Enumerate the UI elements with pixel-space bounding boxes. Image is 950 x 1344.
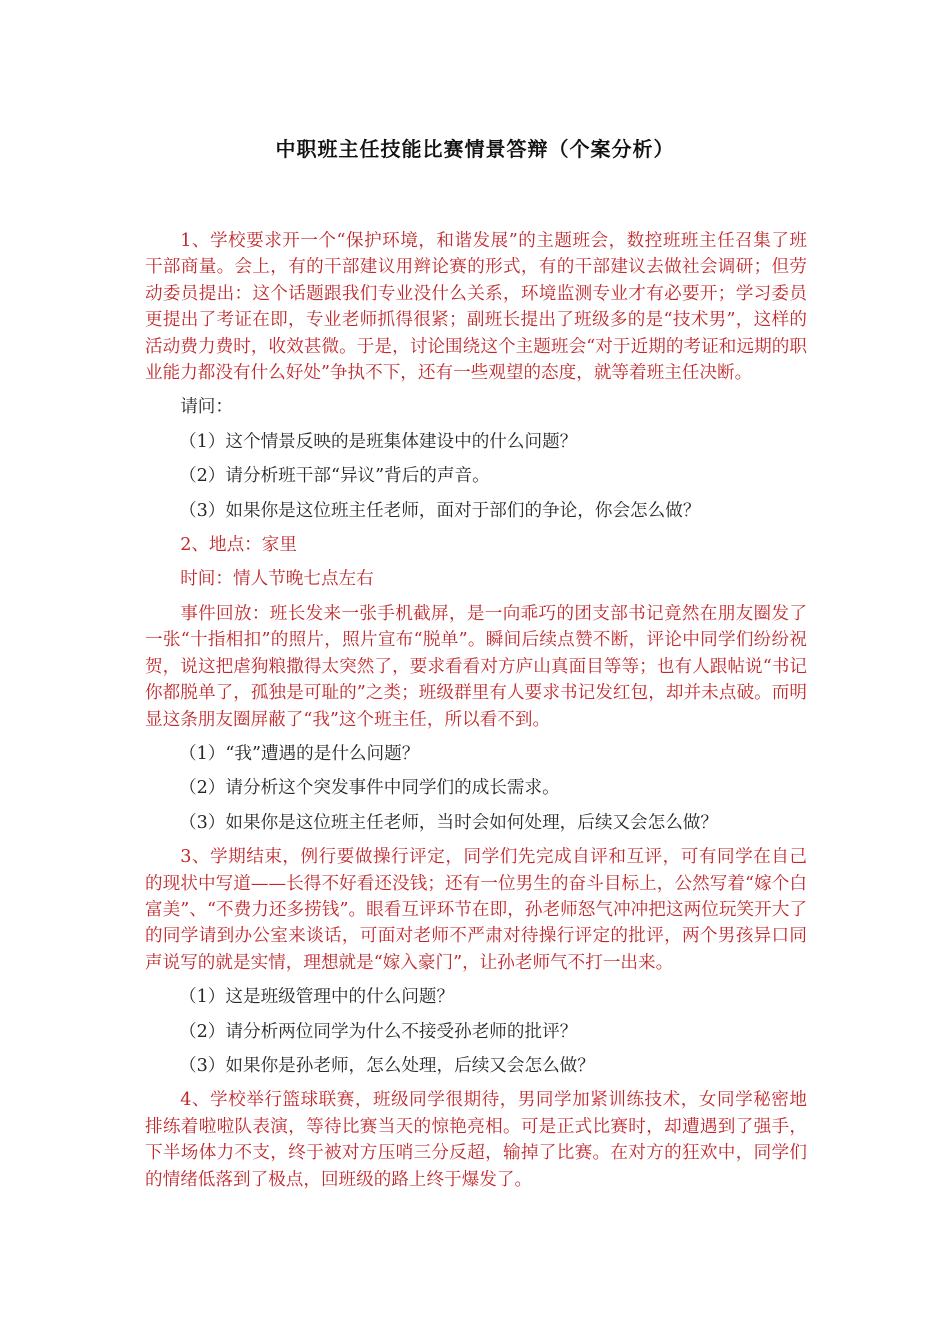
case-3-question-3: （3）如果你是孙老师，怎么处理，后续又会怎么做？ — [179, 1055, 595, 1076]
document-body — [145, 228, 807, 1201]
case-1-question-2: （2）请分析班干部“异议”背后的声音。 — [179, 466, 490, 487]
case-3-question-2: （2）请分析两位同学为什么不接受孙老师的批评？ — [179, 1021, 578, 1042]
case-1-question-3: （3）如果你是这位班主任老师，面对于部们的争论，你会怎么做？ — [179, 500, 701, 521]
case-1-ask: 请问： — [180, 397, 233, 418]
case-2-text: 事件回放：班长发来一张手机截屏，是一向乖巧的团支部书记竟然在朋友圈发了一张“十指相扣”的照片，照片宣布“脱单”。瞬间后续点赞不断，评论中同学们纷纷祝贺，说这把虐狗粮撒得太突然了，要求看看对方庐山真面目等等；也有人跟帖说“书记你都脱单了，孤独是可耻的”之类；班级群里有人要求书记发红包，却并未点破。而明显这条朋友圈屏蔽了“我”这个班主任，所以看不到。 — [145, 603, 807, 730]
case-1-question-1: （1）这个情景反映的是班集体建设中的什么问题？ — [179, 431, 578, 452]
case-3-question-1: （1）这是班级管理中的什么问题？ — [179, 987, 455, 1008]
case-1-text: 1、学校要求开一个“保护环境，和谐发展”的主题班会，数控班班主任召集了班干部商量。会上，有的干部建议用辫论赛的形式，有的干部建议去做社会调研；但劳动委员提出：这个话题跟我们专业没什么关系，环境监测专业才有必要开；学习委员更提出了考证在即，专业老师抓得很紧；副班长提出了班级多的是“技术男”，这样的活动费力费时，收效甚微。于是，讨论围绕这个主题班会“对于近期的考证和远期的职业能力都没有什么好处”争执不下，还有一些观望的态度，就等着班主任决断。 — [145, 231, 807, 384]
case-2-question-1: （1）“我”遭遇的是什么问题？ — [179, 743, 420, 764]
case-2-time: 时间：情人节晚七点左右 — [180, 569, 374, 590]
case-2-question-3: （3）如果你是这位班主任老师，当时会如何处理，后续又会怎么做？ — [179, 812, 719, 833]
case-2-question-2: （2）请分析这个突发事件中同学们的成长需求。 — [179, 778, 560, 799]
page-title: 中职班主任技能比赛情景答辩（个案分析） — [275, 137, 675, 161]
case-2-place: 2、地点：家里 — [180, 535, 297, 556]
case-4-text: 4、学校举行篮球联赛，班级同学很期待，男同学加紧训练技术，女同学秘密地排练着啦啦队表演，等待比赛当天的惊艳亮相。可是正式比赛时，却遭遇到了强手，下半场体力不支，终于被对方压哨三分反超，输掉了比赛。在对方的狂欢中，同学们的情绪低落到了极点，回班级的路上终于爆发了。 — [145, 1090, 807, 1190]
case-3-text: 3、学期结束，例行要做操行评定，同学们先完成自评和互评，可有同学在自己的现状中写道——长得不好看还没钱；还有一位男生的奋斗目标上，公然写着“嫁个白富美”、“不费力还多捞钱”。眼看互评环节在即，孙老师怒气冲冲把这两位玩笑开大了的同学请到办公室来谈话，可面对老师不严肃对待操行评定的批评，两个男孩异口同声说写的就是实情，理想就是“嫁入豪门”，让孙老师气不打一出来。 — [145, 847, 807, 973]
